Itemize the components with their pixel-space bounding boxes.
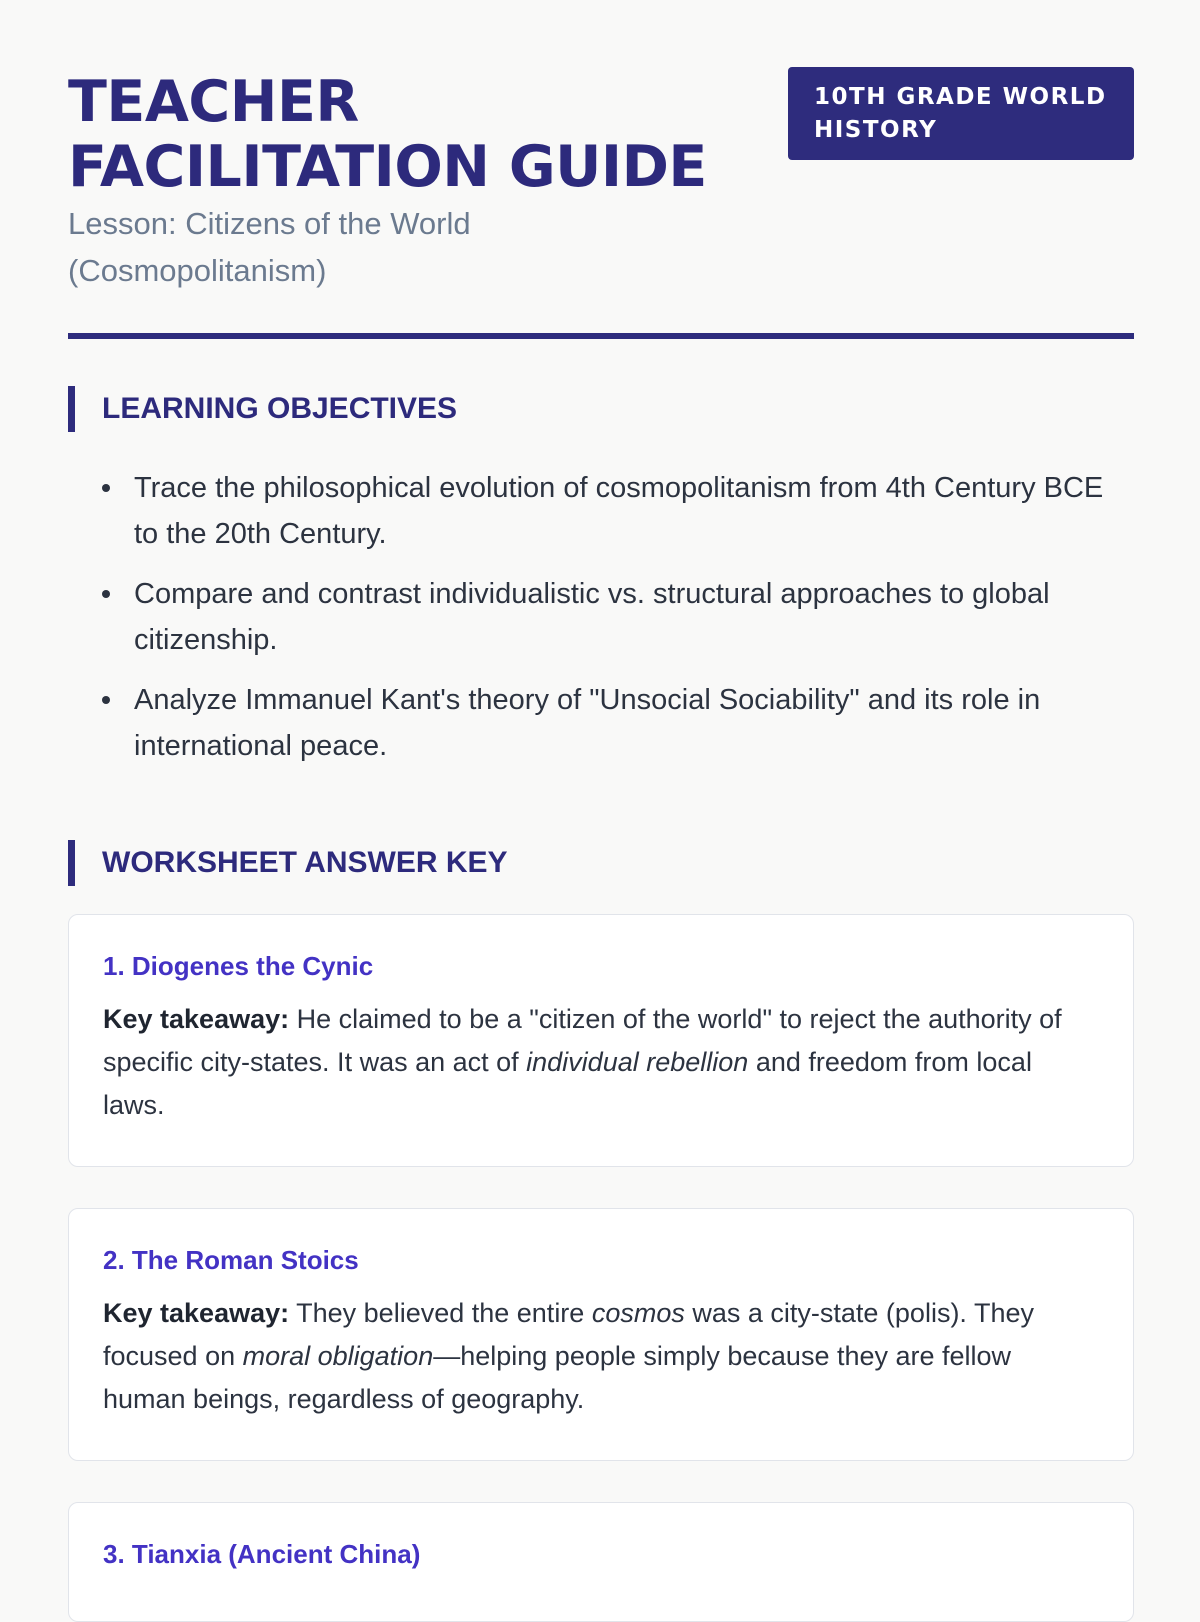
answer-card-title: 3. Tianxia (Ancient China) — [103, 1539, 421, 1569]
learning-objectives-heading: LEARNING OBJECTIVES — [68, 386, 1134, 432]
lesson-subtitle: Lesson: Citizens of the World (Cosmopolitanism) — [68, 206, 471, 288]
grade-badge: 10TH GRADE WORLD HISTORY — [788, 67, 1134, 160]
answer-text: He claimed to be a "citizen of the world" to reject the authority of specific city-states. It was an act of — [103, 1004, 1062, 1077]
answer-card — [68, 1502, 1134, 1622]
page-header — [68, 0, 1134, 340]
answer-text: They believed the entire — [289, 1298, 592, 1328]
answer-emphasis: moral obligation — [242, 1341, 434, 1371]
document-page — [68, 0, 1134, 1569]
answer-card-title: 2. The Roman Stoics — [103, 1245, 359, 1275]
page-title-line-2: FACILITATION GUIDE — [68, 134, 707, 200]
objective-text: Compare and contrast individualistic vs. structural approaches to global citizenship. — [134, 578, 1050, 656]
objective-text: Trace the philosophical evolution of cosmopolitanism from 4th Century BCE to the 20th Century. — [134, 472, 1104, 550]
page-title — [68, 70, 768, 200]
answer-card — [68, 1208, 1134, 1461]
objective-item — [134, 677, 1134, 769]
answer-text: and freedom from local laws. — [103, 1047, 1032, 1120]
answer-card-body — [103, 998, 1099, 1127]
answer-card-body — [103, 1292, 1099, 1421]
objective-item — [134, 465, 1134, 557]
bullet-icon — [102, 696, 110, 704]
header-divider — [68, 333, 1134, 339]
objectives-list — [68, 465, 1134, 783]
answer-text: —helping people simply because they are fellow human beings, regardless of geography. — [103, 1341, 1012, 1414]
answer-card-title: 1. Diogenes the Cynic — [103, 951, 374, 981]
answer-emphasis: cosmos — [591, 1298, 685, 1328]
key-takeaway-label: Key takeaway: — [103, 1004, 290, 1034]
bullet-icon — [102, 590, 110, 598]
answer-text: was a city-state (polis). They focused on — [103, 1298, 1034, 1371]
objective-text: Analyze Immanuel Kant's theory of "Unsocial Sociability" and its role in international peace. — [134, 684, 1041, 762]
answer-key-heading: WORKSHEET ANSWER KEY — [68, 840, 1134, 886]
answer-card — [68, 914, 1134, 1167]
key-takeaway-label: Key takeaway: — [103, 1298, 290, 1328]
objective-item — [134, 571, 1134, 663]
bullet-icon — [102, 484, 110, 492]
answer-emphasis: individual rebellion — [526, 1047, 749, 1077]
page-title-line-1: TEACHER — [68, 69, 359, 135]
